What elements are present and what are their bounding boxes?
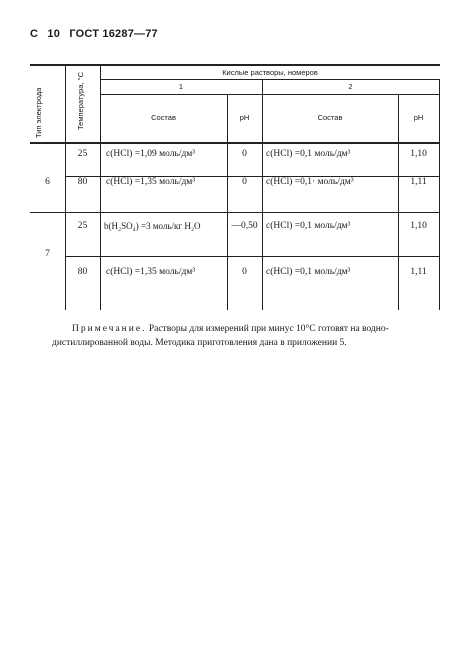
ph-cell: 0 <box>242 149 247 159</box>
page-number: 10 <box>47 28 61 40</box>
temperature-cell: 25 <box>77 221 88 231</box>
ph-cell: 1,10 <box>410 221 427 231</box>
composition-cell: c(HCl) =0,1 моль/дм³ <box>266 267 351 277</box>
ph-cell: 0 <box>242 177 247 187</box>
note-label: Примечание. <box>72 324 147 334</box>
note-line-1: Растворы для измерений при минус 10°С готовят на водно- <box>148 324 389 334</box>
note-line-2: дистиллированной воды. Методика приготовления дана в приложении 5. <box>52 337 347 348</box>
ph-2-header: pH <box>413 113 424 122</box>
temperature-cell: 25 <box>77 149 88 159</box>
composition-cell: c(HCl) =0,1 моль/дм³ <box>266 149 351 159</box>
solutions-table <box>30 64 440 310</box>
composition-cell: c(HCl) =1,35 моль/дм³ <box>106 177 196 187</box>
ph-cell: 0 <box>242 267 247 277</box>
composition-cell: c(HCl) =0,1 моль/дм³ <box>266 221 351 231</box>
column-divider <box>439 79 440 310</box>
composition-1-header: Состав <box>151 113 176 122</box>
group-title: Кислые растворы, номеров <box>222 68 318 77</box>
table-note <box>52 323 442 350</box>
row-divider <box>65 256 440 257</box>
ph-cell: —0,50 <box>231 221 258 231</box>
column-divider <box>100 64 101 310</box>
electrode-divider <box>30 212 440 213</box>
ph-cell: 1,10 <box>410 149 427 159</box>
ph-1-header: pH <box>239 113 250 122</box>
page-header <box>30 28 164 40</box>
group-1-number: 1 <box>178 82 184 91</box>
ph-cell: 1,11 <box>410 267 427 277</box>
composition-cell: c(HCl) =1,35 моль/дм³ <box>106 267 196 277</box>
group-title-divider <box>100 79 440 80</box>
electrode-number: 6 <box>45 177 50 187</box>
composition-2-header: Состав <box>317 113 343 122</box>
group-number-divider <box>100 94 440 95</box>
header-bottom-border <box>30 142 440 144</box>
composition-cell: b(H₂SO₄) =3 моль/кг H₂O <box>104 221 201 231</box>
group-2-number: 2 <box>348 82 353 91</box>
temperature-cell: 80 <box>77 177 88 187</box>
table-top-border <box>30 64 440 66</box>
temperature-header: Температура, °С <box>76 71 85 130</box>
electrode-type-header: Тип электрода <box>34 87 43 138</box>
column-divider <box>398 94 399 310</box>
page-prefix: С <box>30 28 39 40</box>
standard-number: ГОСТ 16287—77 <box>69 28 158 40</box>
temperature-cell: 80 <box>77 267 88 277</box>
electrode-number: 7 <box>45 249 50 259</box>
column-divider <box>227 94 228 310</box>
ph-cell: 1,11 <box>410 177 427 187</box>
composition-cell: c(HCl) =1,09 моль/дм³ <box>106 149 196 159</box>
composition-cell: c(HCl) =0,1· моль/дм³ <box>266 177 354 187</box>
